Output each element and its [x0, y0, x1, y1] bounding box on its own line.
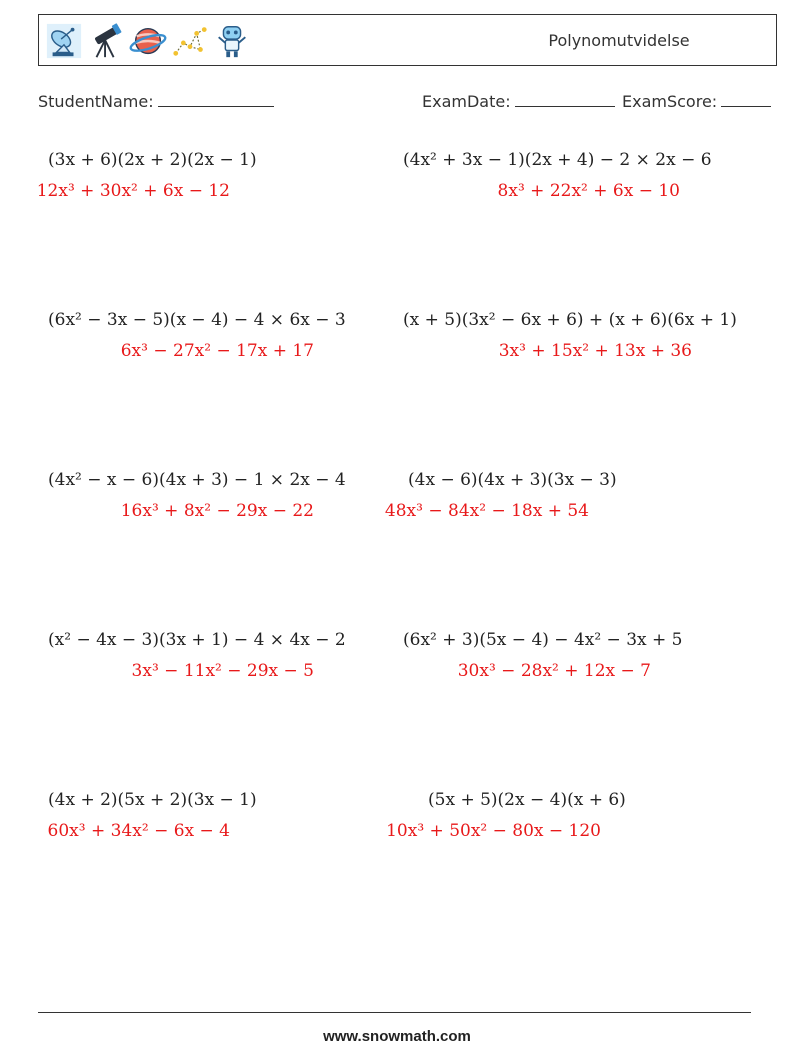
problem-expression: (x² − 4x − 3)(3x + 1) − 4 × 4x − 2 [48, 630, 346, 650]
problem-expression: (4x² + 3x − 1)(2x + 4) − 2 × 2x − 6 [403, 150, 712, 170]
robot-icon [213, 21, 251, 61]
answer-expression: 3x³ + 15x² + 13x + 36 [498, 341, 692, 361]
answer-expression: 30x³ − 28x² + 12x − 7 [457, 661, 651, 681]
problem-expression: (4x − 6)(4x + 3)(3x − 3) [408, 470, 617, 490]
answer-expression: 60x³ + 34x² − 6x − 4 [47, 821, 230, 841]
answer-expression: 6x³ − 27x² − 17x + 17 [120, 341, 314, 361]
problem-expression: (4x + 2)(5x + 2)(3x − 1) [48, 790, 257, 810]
planet-icon [129, 21, 167, 61]
problem-expression: (6x² + 3)(5x − 4) − 4x² − 3x + 5 [403, 630, 683, 650]
answer-expression: 10x³ + 50x² − 80x − 120 [386, 821, 601, 841]
exam-date-label: ExamDate: [422, 92, 511, 111]
exam-score-blank[interactable] [721, 92, 771, 107]
problem-expression: (3x + 6)(2x + 2)(2x − 1) [48, 150, 257, 170]
worksheet-title: Polynomutvidelse [548, 31, 690, 50]
exam-date-field[interactable] [422, 92, 615, 111]
problem-expression: (5x + 5)(2x − 4)(x + 6) [428, 790, 626, 810]
problem-expression: (x + 5)(3x² − 6x + 6) + (x + 6)(6x + 1) [403, 310, 737, 330]
problem-expression: (6x² − 3x − 5)(x − 4) − 4 × 6x − 3 [48, 310, 346, 330]
worksheet-header [38, 14, 777, 66]
satellite-dish-icon [45, 21, 83, 61]
answer-expression: 48x³ − 84x² − 18x + 54 [384, 501, 589, 521]
problem-expression: (4x² − x − 6)(4x + 3) − 1 × 2x − 4 [48, 470, 346, 490]
student-name-blank[interactable] [158, 92, 274, 107]
answer-expression: 8x³ + 22x² + 6x − 10 [497, 181, 680, 201]
constellation-icon [171, 21, 209, 61]
footer-website[interactable]: www.snowmath.com [323, 1028, 471, 1045]
footer-divider [38, 1012, 751, 1013]
student-name-label: StudentName: [38, 92, 154, 111]
answer-expression: 3x³ − 11x² − 29x − 5 [131, 661, 314, 681]
answer-expression: 12x³ + 30x² + 6x − 12 [36, 181, 230, 201]
telescope-icon [87, 21, 125, 61]
answer-expression: 16x³ + 8x² − 29x − 22 [120, 501, 314, 521]
student-name-field[interactable] [38, 92, 274, 111]
exam-date-blank[interactable] [515, 92, 615, 107]
header-icons [45, 19, 251, 63]
exam-score-label: ExamScore: [622, 92, 718, 111]
exam-score-field[interactable] [622, 92, 771, 111]
